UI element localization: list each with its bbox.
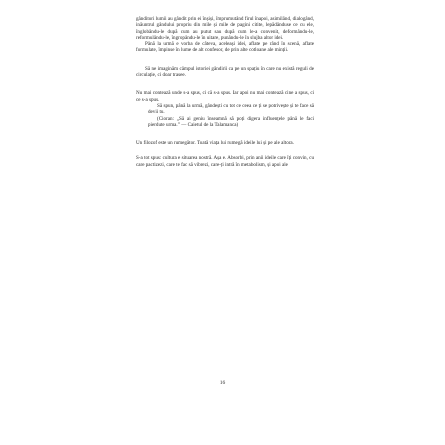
page-number: 16 [219, 380, 226, 386]
paragraph-5: Un filozof este un rumegător. Toată viața lui rumegă ideile lui și pe ale altora. [136, 140, 294, 147]
paragraph-1: gânditori lumii au gândit prin ei înșiși, împrumutând firul înapoi, asimilând, dialogând, inăuntrul gândului propriu din mile și mile de pagini citite, lepădânduse ce cu ele, înglobându-le după cum au putut sau după cum le-a convenit, deformându-le, reformulându-le, îngropându-le în uitare, punându-le în slujba altor idei. [136, 16, 314, 41]
text-column [136, 16, 314, 168]
quote-block [136, 103, 314, 128]
quote-line-2: (Cioran: „Să ai geniu înseamnă să poți digera influențele până le faci pierdute urma.” — Caietul de la Talamanca) [148, 115, 314, 128]
paragraph-6: S-a tot spus: cultura e situarea nostră. Așa e. Absorbi, prin anii ideile care îți convin, cu care pactizezi, care te fac să vibrezi, care-ți intră în metabolism, și apoi ale [136, 155, 314, 168]
spacer [136, 128, 314, 140]
paragraph-3: Să ne imaginăm câmpul istoriei gândirii ca pe un spațiu în care nu există reguli de circulație, ci doar trasee. [136, 65, 314, 79]
spacer [136, 54, 314, 66]
spacer [136, 78, 314, 90]
paragraph-4: Nu mai contează unde s-a spus, ci că s-a spus. Iar apoi nu mai contează cine a spus, ci ce s-a spus. [136, 90, 314, 103]
spacer [136, 146, 314, 155]
quote-line-1: Să spun, până la urmă, gândești cu tot ce ceea ce ți se potrivește și te face să devii tu. [148, 102, 314, 116]
paragraph-2: Până la urmă e vorba de câteva, aceleași idei, aflate pe rând în scenă, aflate formulate, împinse în lume de alt confesor, de prin alte cotloane ale minții. [136, 41, 314, 54]
